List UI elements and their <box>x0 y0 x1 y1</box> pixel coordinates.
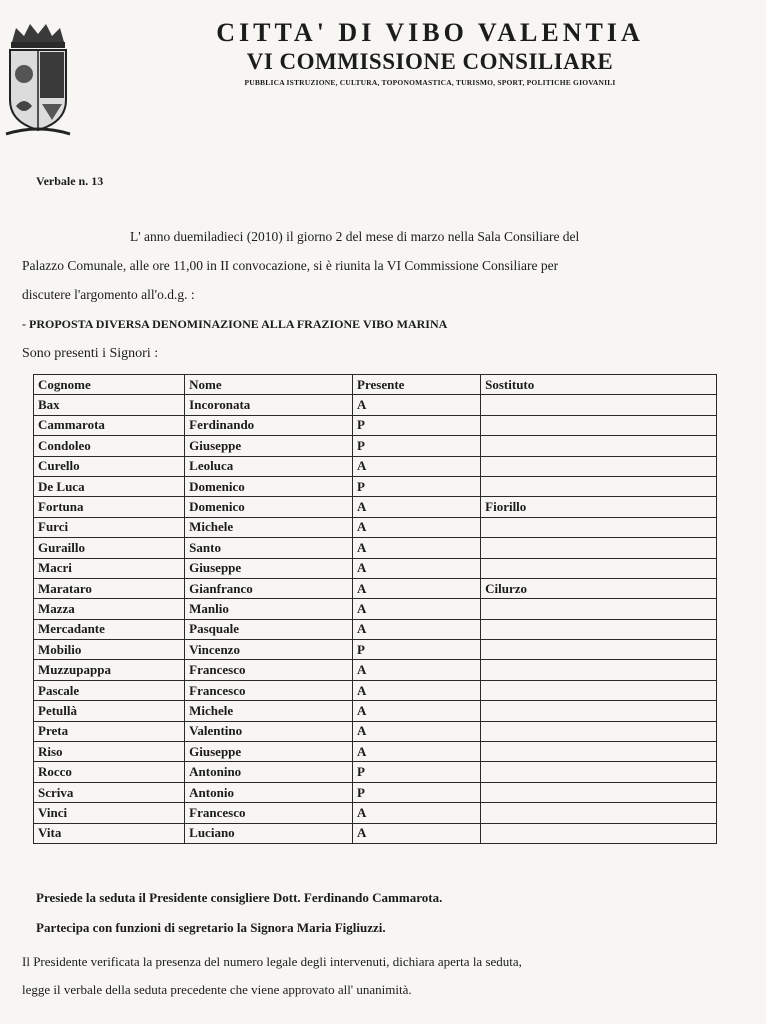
cell-sostituto <box>481 619 717 639</box>
cell-presente: A <box>353 660 481 680</box>
table-row <box>34 558 717 578</box>
cell-presente: A <box>353 823 481 843</box>
cell-sostituto <box>481 823 717 843</box>
table-row <box>34 619 717 639</box>
closing-line-1: Il Presidente verificata la presenza del numero legale degli intervenuti, dichiara aperta la seduta, <box>22 954 522 969</box>
cell-sostituto <box>481 476 717 496</box>
intro-line-1: L' anno duemiladieci (2010) il giorno 2 del mese di marzo nella Sala Consiliare del <box>130 229 580 244</box>
cell-nome: Francesco <box>185 803 353 823</box>
cell-nome: Michele <box>185 701 353 721</box>
table-row <box>34 497 717 517</box>
table-row <box>34 823 717 843</box>
cell-presente: A <box>353 803 481 823</box>
cell-sostituto <box>481 436 717 456</box>
cell-presente: A <box>353 395 481 415</box>
cell-nome: Pasquale <box>185 619 353 639</box>
cell-cognome: Guraillo <box>34 538 185 558</box>
cell-nome: Michele <box>185 517 353 537</box>
cell-nome: Antonino <box>185 762 353 782</box>
cell-sostituto: Fiorillo <box>481 497 717 517</box>
cell-sostituto <box>481 660 717 680</box>
table-row <box>34 721 717 741</box>
cell-nome: Gianfranco <box>185 578 353 598</box>
cell-presente: A <box>353 680 481 700</box>
cell-presente: A <box>353 538 481 558</box>
cell-nome: Incoronata <box>185 395 353 415</box>
cell-sostituto <box>481 803 717 823</box>
cell-presente: A <box>353 578 481 598</box>
cell-sostituto: Cilurzo <box>481 578 717 598</box>
attendance-table <box>33 374 717 844</box>
intro-line-2: Palazzo Comunale, alle ore 11,00 in II convocazione, si è riunita la VI Commissione Consiliare per <box>22 258 559 273</box>
cell-cognome: Pascale <box>34 680 185 700</box>
cell-sostituto <box>481 415 717 435</box>
cell-cognome: De Luca <box>34 476 185 496</box>
header-presente: Presente <box>353 375 481 395</box>
cell-nome: Valentino <box>185 721 353 741</box>
cell-presente: A <box>353 742 481 762</box>
cell-cognome: Condoleo <box>34 436 185 456</box>
intro-paragraph <box>22 222 742 309</box>
cell-presente: P <box>353 436 481 456</box>
cell-cognome: Rocco <box>34 762 185 782</box>
cell-nome: Ferdinando <box>185 415 353 435</box>
attendance-rows <box>34 395 717 844</box>
table-row <box>34 538 717 558</box>
cell-presente: P <box>353 640 481 660</box>
cell-presente: P <box>353 415 481 435</box>
table-row <box>34 742 717 762</box>
minutes-number: Verbale n. 13 <box>36 174 104 188</box>
cell-sostituto <box>481 599 717 619</box>
table-row <box>34 456 717 476</box>
cell-presente: P <box>353 762 481 782</box>
table-row <box>34 640 717 660</box>
cell-nome: Domenico <box>185 476 353 496</box>
cell-cognome: Macri <box>34 558 185 578</box>
cell-nome: Francesco <box>185 660 353 680</box>
cell-presente: A <box>353 497 481 517</box>
city-crest-icon <box>2 16 74 140</box>
cell-cognome: Cammarota <box>34 415 185 435</box>
table-row <box>34 476 717 496</box>
cell-sostituto <box>481 640 717 660</box>
intro-line-3: discutere l'argomento all'o.d.g. : <box>22 287 195 302</box>
header-nome: Nome <box>185 375 353 395</box>
table-row <box>34 517 717 537</box>
cell-nome: Vincenzo <box>185 640 353 660</box>
cell-cognome: Bax <box>34 395 185 415</box>
cell-cognome: Vita <box>34 823 185 843</box>
cell-sostituto <box>481 701 717 721</box>
cell-cognome: Mazza <box>34 599 185 619</box>
cell-sostituto <box>481 762 717 782</box>
cell-cognome: Furci <box>34 517 185 537</box>
cell-cognome: Petullà <box>34 701 185 721</box>
closing-paragraph <box>22 948 742 1004</box>
cell-sostituto <box>481 558 717 578</box>
cell-presente: A <box>353 721 481 741</box>
table-row <box>34 578 717 598</box>
cell-nome: Francesco <box>185 680 353 700</box>
cell-sostituto <box>481 742 717 762</box>
agenda-item: - PROPOSTA DIVERSA DENOMINAZIONE ALLA FRAZIONE VIBO MARINA <box>22 317 448 331</box>
table-row <box>34 680 717 700</box>
cell-cognome: Riso <box>34 742 185 762</box>
cell-sostituto <box>481 395 717 415</box>
cell-presente: A <box>353 599 481 619</box>
table-row <box>34 701 717 721</box>
cell-sostituto <box>481 517 717 537</box>
cell-cognome: Fortuna <box>34 497 185 517</box>
cell-presente: A <box>353 456 481 476</box>
commission-subtitle: PUBBLICA ISTRUZIONE, CULTURA, TOPONOMASTICA, TURISMO, SPORT, POLITICHE GIOVANILI <box>244 78 616 87</box>
cell-nome: Santo <box>185 538 353 558</box>
table-row <box>34 395 717 415</box>
cell-sostituto <box>481 721 717 741</box>
cell-sostituto <box>481 782 717 802</box>
cell-nome: Giuseppe <box>185 558 353 578</box>
cell-cognome: Muzzupappa <box>34 660 185 680</box>
cell-nome: Domenico <box>185 497 353 517</box>
cell-cognome: Scriva <box>34 782 185 802</box>
header-cognome: Cognome <box>34 375 185 395</box>
table-row <box>34 599 717 619</box>
commission-title: VI COMMISSIONE CONSILIARE <box>246 49 614 74</box>
president-line: Presiede la seduta il Presidente consigliere Dott. Ferdinando Cammarota. <box>36 890 443 905</box>
letterhead <box>150 18 710 87</box>
cell-nome: Giuseppe <box>185 742 353 762</box>
cell-nome: Leoluca <box>185 456 353 476</box>
table-row <box>34 660 717 680</box>
header-sostituto: Sostituto <box>481 375 717 395</box>
cell-nome: Luciano <box>185 823 353 843</box>
cell-presente: P <box>353 782 481 802</box>
cell-nome: Giuseppe <box>185 436 353 456</box>
cell-presente: A <box>353 701 481 721</box>
table-row <box>34 415 717 435</box>
cell-nome: Manlio <box>185 599 353 619</box>
city-title: CITTA' DI VIBO VALENTIA <box>216 18 644 47</box>
cell-cognome: Preta <box>34 721 185 741</box>
closing-line-2: legge il verbale della seduta precedente che viene approvato all' unanimità. <box>22 982 412 997</box>
table-row <box>34 803 717 823</box>
cell-cognome: Curello <box>34 456 185 476</box>
cell-nome: Antonio <box>185 782 353 802</box>
cell-presente: A <box>353 558 481 578</box>
cell-presente: P <box>353 476 481 496</box>
cell-sostituto <box>481 456 717 476</box>
cell-sostituto <box>481 538 717 558</box>
table-row <box>34 782 717 802</box>
secretary-line: Partecipa con funzioni di segretario la Signora Maria Figliuzzi. <box>36 920 386 935</box>
cell-presente: A <box>353 619 481 639</box>
cell-sostituto <box>481 680 717 700</box>
table-row <box>34 762 717 782</box>
cell-cognome: Mobilio <box>34 640 185 660</box>
cell-cognome: Mercadante <box>34 619 185 639</box>
cell-cognome: Vinci <box>34 803 185 823</box>
cell-presente: A <box>353 517 481 537</box>
present-intro: Sono presenti i Signori : <box>22 346 159 361</box>
table-row <box>34 436 717 456</box>
table-header-row <box>34 375 717 395</box>
cell-cognome: Marataro <box>34 578 185 598</box>
